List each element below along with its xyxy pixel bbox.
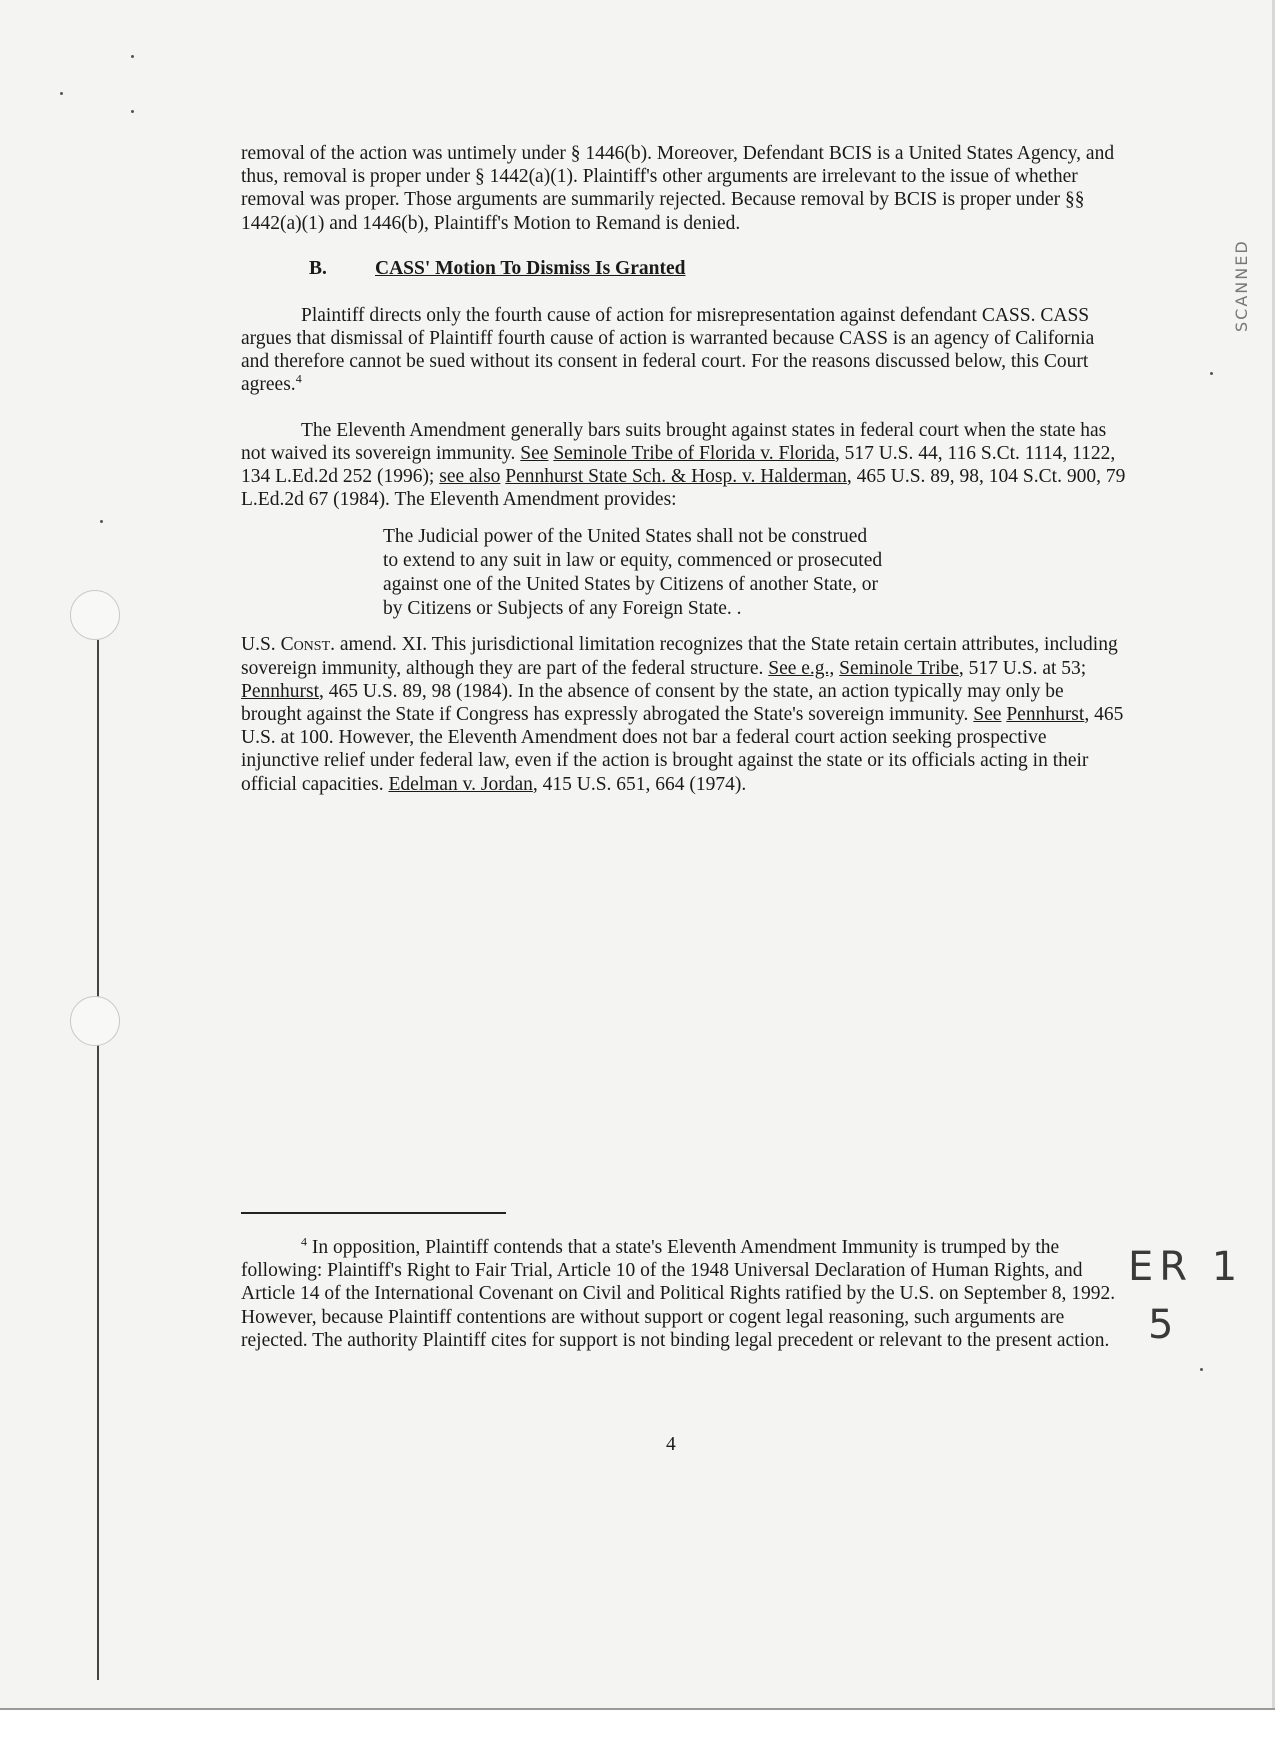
page-number: 4: [666, 1434, 676, 1455]
case-citation: Pennhurst State Sch. & Hosp. v. Halderman: [505, 466, 847, 488]
text-run: , 517 U.S. at 53;: [958, 657, 1087, 679]
quote-line: The Judicial power of the United States shall not be construed: [383, 526, 868, 548]
signal-see-also: see also: [439, 466, 501, 488]
signal-see: See: [520, 442, 549, 464]
quote-line: against one of the United States by Citizens of another State, or: [383, 574, 878, 596]
scan-speck: [60, 92, 63, 95]
handwritten-page-mark: 5: [1148, 1302, 1174, 1348]
footnote: [241, 1236, 1121, 1352]
scan-speck: [1200, 1368, 1203, 1371]
signal-see-eg: See e.g.,: [768, 657, 835, 679]
block-quote: [383, 525, 1127, 621]
paragraph-removal: removal of the action was untimely under § 1446(b). Moreover, Defendant BCIS is a United States Agency, and thus, removal is proper under § 1442(a)(1). Plaintiff's other arguments are irrelevant to the issue of whether removal was proper. Those arguments are summarily rejected. Because removal by BCIS is proper under §§ 1442(a)(1) and 1446(b), Plaintiff's Motion to Remand is denied.: [241, 143, 1115, 234]
paragraph-cass-text: Plaintiff directs only the fourth cause of action for misrepresentation against defendant CASS. CASS argues that dismissal of Plaintiff fourth cause of action is warranted because CASS is an agency of California and therefore cannot be sued without its consent in federal court. For the reasons discussed below, this Court agrees.: [241, 304, 1095, 396]
section-heading: [241, 257, 1127, 281]
scanned-stamp: SCANNED: [1232, 239, 1251, 332]
text-run: , 465 U.S. 89, 98, 104 S.Ct. 900, 79 L.Ed.2d 67 (1984). The Eleventh Amendment provides:: [241, 466, 1126, 511]
handwritten-er-mark: ER 1: [1128, 1244, 1244, 1290]
scan-speck: [100, 520, 103, 523]
margin-line-lower: [97, 1030, 99, 1680]
text-run: , 465 U.S. at 100. However, the Eleventh Amendment does not bar a federal court action seeking prospective injunctive relief under federal law, even if the action is brought against the state or its officials acting in their official capacities.: [241, 704, 1124, 795]
section-letter: B.: [309, 257, 327, 279]
text-run: Const: [280, 634, 331, 656]
scan-speck: [131, 110, 134, 113]
margin-line-upper: [97, 640, 99, 1000]
text-run: . amend. XI. This jurisdictional limitation recognizes that the State retain certain attributes, including sovereign immunity, although they are part of the federal structure.: [241, 634, 1118, 679]
document-body: [241, 142, 1127, 796]
scan-bottom-edge: [0, 1708, 1275, 1756]
quote-line: to extend to any suit in law or equity, commenced or prosecuted: [383, 550, 883, 572]
punch-hole-lower: [70, 996, 120, 1046]
text-run: , 465 U.S. 89, 98 (1984). In the absence of consent by the state, an action typically may only be brought against the State if Congress has expressly abrogated the State's sovereign immunity.: [241, 680, 1064, 726]
case-citation: Seminole Tribe of Florida v. Florida: [553, 442, 835, 464]
case-citation: Edelman v. Jordan: [388, 773, 533, 795]
punch-hole-upper: [70, 590, 120, 640]
footnote-number: 4: [301, 1234, 307, 1249]
paragraph-eleventh-amendment: [241, 419, 1127, 512]
footnote-reference: 4: [295, 371, 302, 386]
case-citation: Seminole Tribe: [839, 657, 959, 679]
text-run: , 517 U.S. 44, 116 S.Ct. 1114, 1122, 134 L.Ed.2d 252 (1996);: [241, 442, 1116, 488]
text-run: U.S.: [241, 634, 281, 656]
footnote-body: In opposition, Plaintiff contends that a state's Eleventh Amendment Immunity is trumped by the following: Plaintiff's Right to Fair Trial, Article 10 of the 1948 Universal Declaration of Human Rights, and Article 14 of the International Covenant on Civil and Political Rights ratified by the U.S. on September 8, 1992. However, because Plaintiff contentions are without support or cogent legal reasoning, such arguments are rejected. The authority Plaintiff cites for support is not binding legal precedent or relevant to the present action.: [241, 1237, 1116, 1351]
case-citation: Pennhurst: [1006, 704, 1085, 726]
paragraph-jurisdiction: [241, 633, 1127, 795]
signal-see: See: [973, 704, 1002, 726]
paragraph-cass: [241, 304, 1127, 397]
section-title: CASS' Motion To Dismiss Is Granted: [375, 257, 686, 279]
case-citation: Pennhurst: [241, 680, 319, 702]
text-run: , 415 U.S. 651, 664 (1974).: [532, 773, 747, 795]
text-run: The Eleventh Amendment generally bars suits brought against states in federal court when the state has not waived its sovereign immunity.: [241, 419, 1107, 464]
scan-speck: [131, 55, 134, 58]
scan-speck: [1210, 372, 1213, 375]
footnote-text: [241, 1236, 1121, 1352]
quote-line: by Citizens or Subjects of any Foreign State. .: [383, 598, 742, 620]
footnote-divider: [241, 1212, 506, 1214]
